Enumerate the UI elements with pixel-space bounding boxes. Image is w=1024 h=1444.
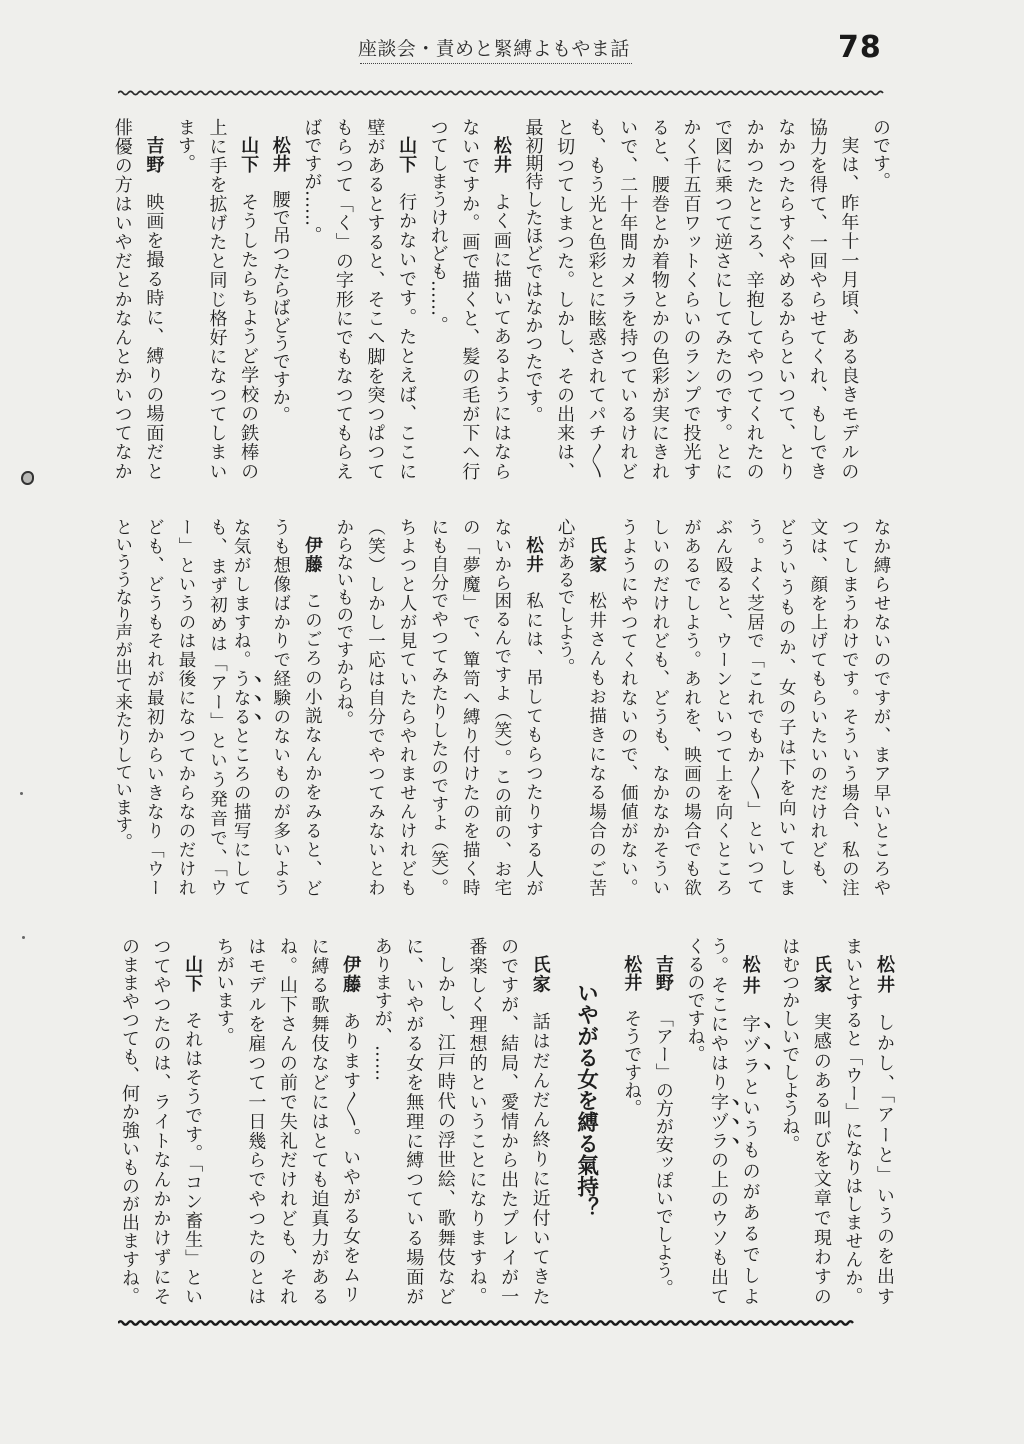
column-text: にも自分でやつてみたりしたのですよ（笑）。 bbox=[428, 518, 449, 896]
header-dotted-underline bbox=[360, 63, 632, 64]
dialogue-column bbox=[303, 937, 335, 1305]
dialogue-column bbox=[801, 118, 833, 480]
column-text: 実は、昨年十一月頃、ある良きモデルの bbox=[838, 136, 860, 480]
dialogue-column bbox=[359, 118, 391, 480]
dialogue-column bbox=[833, 118, 865, 480]
speaker-name: 吉野 bbox=[652, 955, 674, 991]
dialogue-column bbox=[643, 118, 675, 480]
column-text: な気がしますね。 bbox=[231, 518, 252, 670]
column-text: なかつたらすぐやめるからといつて、とり bbox=[775, 118, 797, 480]
column-text: それはそうです。「コン畜生」とい bbox=[182, 1011, 204, 1305]
column-text: のままやつても、何か強いものが出ますね。 bbox=[118, 937, 140, 1305]
column-text: 協力を得て、一回やらせてくれ、もしでき bbox=[806, 118, 828, 480]
column-text: に縛る歌舞伎などにはとても迫真力がある bbox=[308, 937, 330, 1305]
emphasized-text: 字ヅラ bbox=[708, 1092, 730, 1151]
dialogue-column bbox=[264, 518, 296, 896]
dialogue-column bbox=[169, 518, 201, 896]
column-text: 私には、吊してもらつたりする人が bbox=[523, 591, 544, 897]
section-heading: いやがる女を縛る氣持？ bbox=[573, 982, 599, 1219]
column-text: 腰で吊つたらばどうですか。 bbox=[269, 190, 291, 424]
speaker-name: 伊藤 bbox=[340, 955, 362, 995]
column-text: 俳優の方はいやだとかなんとかいつてなか bbox=[111, 118, 133, 480]
text-tier-2 bbox=[106, 518, 896, 896]
column-text: このごろの小説なんかをみると、ど bbox=[302, 591, 323, 897]
speaker-name: 松井 bbox=[874, 955, 895, 996]
dialogue-column bbox=[517, 118, 549, 480]
column-text: くるのですね。 bbox=[684, 937, 706, 1063]
scan-speck bbox=[20, 792, 23, 795]
dialogue-column bbox=[201, 118, 233, 480]
dialogue-column bbox=[113, 937, 145, 1305]
speaker-line bbox=[805, 937, 837, 1305]
column-text: なか縛らせないのですが、まア早いところや bbox=[871, 518, 891, 896]
dialogue-column bbox=[738, 518, 770, 896]
column-text: 最初期待したほどではなかつたです。 bbox=[522, 118, 544, 424]
speaker-name: 氏家 bbox=[586, 535, 607, 574]
column-text: のです。 bbox=[870, 118, 891, 190]
speaker-line bbox=[264, 118, 296, 480]
dialogue-column bbox=[145, 937, 177, 1305]
speaker-line bbox=[739, 937, 774, 1306]
speaker-name: 山下 bbox=[182, 955, 204, 993]
column-text: ありますが、…… bbox=[371, 937, 393, 1081]
emphasized-text: うなる bbox=[231, 669, 252, 727]
column-text: そうですね。 bbox=[621, 1009, 643, 1117]
speaker-name: 山下 bbox=[396, 136, 418, 175]
column-text: ね。山下さんの前で失礼だけれども、それ bbox=[276, 937, 298, 1305]
column-text: もらつて「く」の字形にでもなつてもらえ bbox=[332, 118, 354, 480]
speaker-line bbox=[335, 937, 367, 1305]
column-text: の上のウソも出て bbox=[708, 1150, 730, 1306]
scan-speck bbox=[22, 936, 25, 939]
column-text: しいのだけれども、どうも、なかなかそうい bbox=[649, 518, 670, 896]
speaker-line bbox=[177, 937, 209, 1305]
page-number: 78 bbox=[838, 30, 882, 65]
text-tier-1 bbox=[106, 118, 896, 480]
column-text: の「夢魔」で、簞笥へ縛り付けたのを描く時 bbox=[460, 518, 481, 897]
column-text: と切つてしまつた。しかし、その出来は、 bbox=[554, 118, 576, 480]
running-header-title: 座談会・責めと緊縛よもやま話 bbox=[358, 38, 630, 60]
dialogue-column bbox=[201, 518, 233, 896]
dialogue-column bbox=[461, 937, 493, 1305]
dialogue-column bbox=[208, 937, 240, 1305]
column-text: そうしたらちようど学校の鉄棒の bbox=[238, 192, 260, 480]
dialogue-column bbox=[366, 937, 398, 1305]
dialogue-column bbox=[106, 118, 138, 480]
dialogue-column bbox=[675, 118, 707, 480]
column-text: 「アー」の方が安ッぽいでしよう。 bbox=[652, 1009, 674, 1297]
dialogue-column bbox=[833, 518, 865, 896]
column-text: というものがあるでしよ bbox=[739, 1077, 761, 1306]
dialogue-column bbox=[864, 118, 896, 480]
column-text: で図に乗つて逆さにしてみたのです。とに bbox=[712, 118, 734, 480]
column-text: かく千五百ワットくらいのランプで投光す bbox=[680, 118, 702, 480]
column-text: ちがいます。 bbox=[213, 937, 235, 1045]
dialogue-column bbox=[233, 518, 265, 896]
speaker-name: 松井 bbox=[523, 535, 544, 574]
speaker-name: 氏家 bbox=[810, 955, 832, 995]
dialogue-column bbox=[327, 118, 359, 480]
column-text: も、まず初めは「アー」という発音で、「ウ bbox=[207, 518, 228, 896]
dialogue-column bbox=[706, 118, 738, 480]
column-text: いで、二十年間カメラを持つているけれど bbox=[617, 118, 639, 480]
column-text: ないですか。画で描くと、髪の毛が下へ行 bbox=[459, 118, 481, 480]
dialogue-column bbox=[454, 518, 486, 896]
dialogue-column bbox=[492, 937, 524, 1305]
speaker-line bbox=[233, 118, 265, 480]
column-text: （笑）しかし一応は自分でやつてみないとわ bbox=[365, 518, 386, 896]
column-text: つてしまうわけです。そういう場合、私の注 bbox=[839, 518, 860, 896]
column-text: 上に手を拡げたと同じ格好になつてしまい bbox=[206, 118, 228, 480]
column-text: 行かないです。たとえば、ここに bbox=[396, 192, 418, 480]
column-text: ども、どうもそれが最初からいきなり「ウー bbox=[144, 518, 165, 896]
column-text: ー」というのは最後になつてからなのだけれ bbox=[175, 518, 196, 896]
speaker-name: 松井 bbox=[621, 955, 643, 991]
dialogue-column bbox=[643, 518, 675, 896]
dialogue-column bbox=[271, 937, 303, 1305]
dialogue-column bbox=[612, 518, 644, 896]
wavy-line-icon bbox=[118, 1318, 906, 1328]
column-text: まいとすると「ウー」になりはしませんか。 bbox=[842, 937, 864, 1305]
column-text: ちよつと人が見ていたらやれませんけれども bbox=[397, 518, 418, 896]
column-text: つてやつたのは、ライトなんかかけずにそ bbox=[150, 937, 172, 1305]
column-text: 心があるでしよう。 bbox=[555, 518, 576, 676]
dialogue-column bbox=[612, 118, 644, 480]
speaker-line bbox=[391, 118, 423, 480]
dialogue-column bbox=[422, 518, 454, 896]
dialogue-column bbox=[138, 518, 170, 896]
column-text: 実感のある叫びを文章で現わすの bbox=[810, 1012, 832, 1305]
dialogue-column bbox=[359, 518, 391, 896]
wavy-line-icon bbox=[118, 88, 906, 98]
column-text: ところの描写にして bbox=[231, 726, 252, 897]
speaker-name: 山下 bbox=[238, 136, 260, 175]
dialogue-column bbox=[580, 118, 612, 480]
column-text: も、もう光と色彩とに眩惑されてパチ〳〵 bbox=[585, 118, 607, 480]
dialogue-column bbox=[429, 937, 461, 1305]
speaker-line bbox=[616, 937, 648, 1305]
dialogue-column bbox=[864, 518, 896, 896]
column-text: あります〳〵。いやがる女をムリ bbox=[340, 1012, 362, 1305]
column-text: 松井さんもお描きになる場合のご苦 bbox=[586, 591, 607, 897]
emphasized-text: 字ヅラ bbox=[739, 1014, 761, 1078]
speaker-line bbox=[296, 518, 328, 896]
column-text: う。よく芝居で「これでもか〳〵」といつて bbox=[744, 518, 765, 896]
column-text: 文は、顔を上げてもらいたいのだけれども、 bbox=[807, 518, 828, 896]
column-text: はモデルを雇つて一日幾らでやつたのとは bbox=[245, 937, 267, 1305]
wavy-rule-top bbox=[118, 88, 906, 98]
dialogue-column bbox=[774, 937, 806, 1305]
speaker-line bbox=[517, 518, 549, 896]
column-text: ると、腰巻とか着物とかの色彩が実にきれ bbox=[648, 118, 670, 480]
speaker-name: 松井 bbox=[269, 136, 291, 172]
dialogue-column bbox=[548, 518, 580, 896]
ink-blot-mark bbox=[21, 471, 34, 485]
dialogue-column bbox=[770, 518, 802, 896]
column-text: うも想像ばかりで経験のないものが多いよう bbox=[270, 518, 291, 896]
column-text: しかし、江戸時代の浮世絵、歌舞伎など bbox=[434, 955, 456, 1305]
dialogue-column bbox=[240, 937, 272, 1305]
dialogue-column bbox=[169, 118, 201, 480]
dialogue-column bbox=[106, 518, 138, 896]
speaker-name: 氏家 bbox=[529, 955, 551, 995]
column-text: ないから困るんですよ（笑）。この前の、お宅 bbox=[491, 518, 512, 896]
text-tier-3 bbox=[113, 937, 900, 1305]
dialogue-column bbox=[770, 118, 802, 480]
speaker-name: 松井 bbox=[739, 955, 761, 997]
speaker-line bbox=[485, 118, 517, 480]
dialogue-column bbox=[422, 118, 454, 480]
speaker-line bbox=[868, 937, 900, 1305]
dialogue-column bbox=[675, 518, 707, 896]
speaker-name: 伊藤 bbox=[302, 535, 323, 574]
dialogue-column bbox=[548, 118, 580, 480]
column-text: からないものですからね。 bbox=[333, 518, 354, 728]
dialogue-column bbox=[454, 118, 486, 480]
dialogue-column bbox=[327, 518, 359, 896]
column-text: 話はだんだん終りに近付いてきた bbox=[529, 1012, 551, 1305]
column-text: う。そこにやはり bbox=[708, 937, 730, 1093]
column-text: 番楽しく理想的ということになりますね。 bbox=[466, 937, 488, 1305]
column-text: かかつたところ、辛抱してやつてくれたの bbox=[743, 118, 765, 480]
dialogue-column bbox=[485, 518, 517, 896]
column-text: しかし、「アーと」いうのを出す bbox=[874, 1013, 895, 1305]
column-text: はむつかしいでしようね。 bbox=[779, 937, 801, 1153]
dialogue-column bbox=[837, 937, 869, 1305]
column-text: といううなり声が出て来たりしています。 bbox=[112, 518, 133, 851]
speaker-line bbox=[580, 518, 612, 896]
dialogue-column bbox=[391, 518, 423, 896]
column-text: のですが、結局、愛情から出たプレイが一 bbox=[498, 937, 520, 1305]
speaker-line bbox=[647, 937, 679, 1305]
column-text: つてしまうけれども……。 bbox=[427, 118, 449, 334]
column-text: うようにやつてくれないので、価値がない。 bbox=[618, 518, 639, 896]
column-text: よく画に描いてあるようにはなら bbox=[490, 192, 512, 480]
dialogue-column bbox=[706, 518, 738, 896]
speaker-line bbox=[524, 937, 556, 1305]
dialogue-column bbox=[801, 518, 833, 896]
column-text: どういうものか、女の子は下を向いてしま bbox=[776, 518, 797, 896]
column-text: 映画を撮る時に、縛りの場面だと bbox=[143, 192, 165, 480]
speaker-name: 吉野 bbox=[143, 136, 165, 175]
column-text: 壁があるとすると、そこへ脚を突つぱつて bbox=[364, 118, 386, 480]
dialogue-column bbox=[738, 118, 770, 480]
column-text: があるでしよう。あれを、映画の場合でも欲 bbox=[681, 518, 702, 896]
speaker-name: 松井 bbox=[490, 136, 512, 175]
column-text: ばですが……。 bbox=[301, 118, 323, 244]
dialogue-column bbox=[296, 118, 328, 480]
column-text: に、いやがる女を無理に縛つている場面が bbox=[403, 937, 425, 1305]
column-text: ます。 bbox=[174, 118, 196, 172]
wavy-rule-bottom bbox=[118, 1318, 906, 1328]
column-text: ぶん殴ると、ウーンといつて上を向くところ bbox=[713, 518, 734, 896]
dialogue-column bbox=[398, 937, 430, 1305]
speaker-line bbox=[138, 118, 170, 480]
